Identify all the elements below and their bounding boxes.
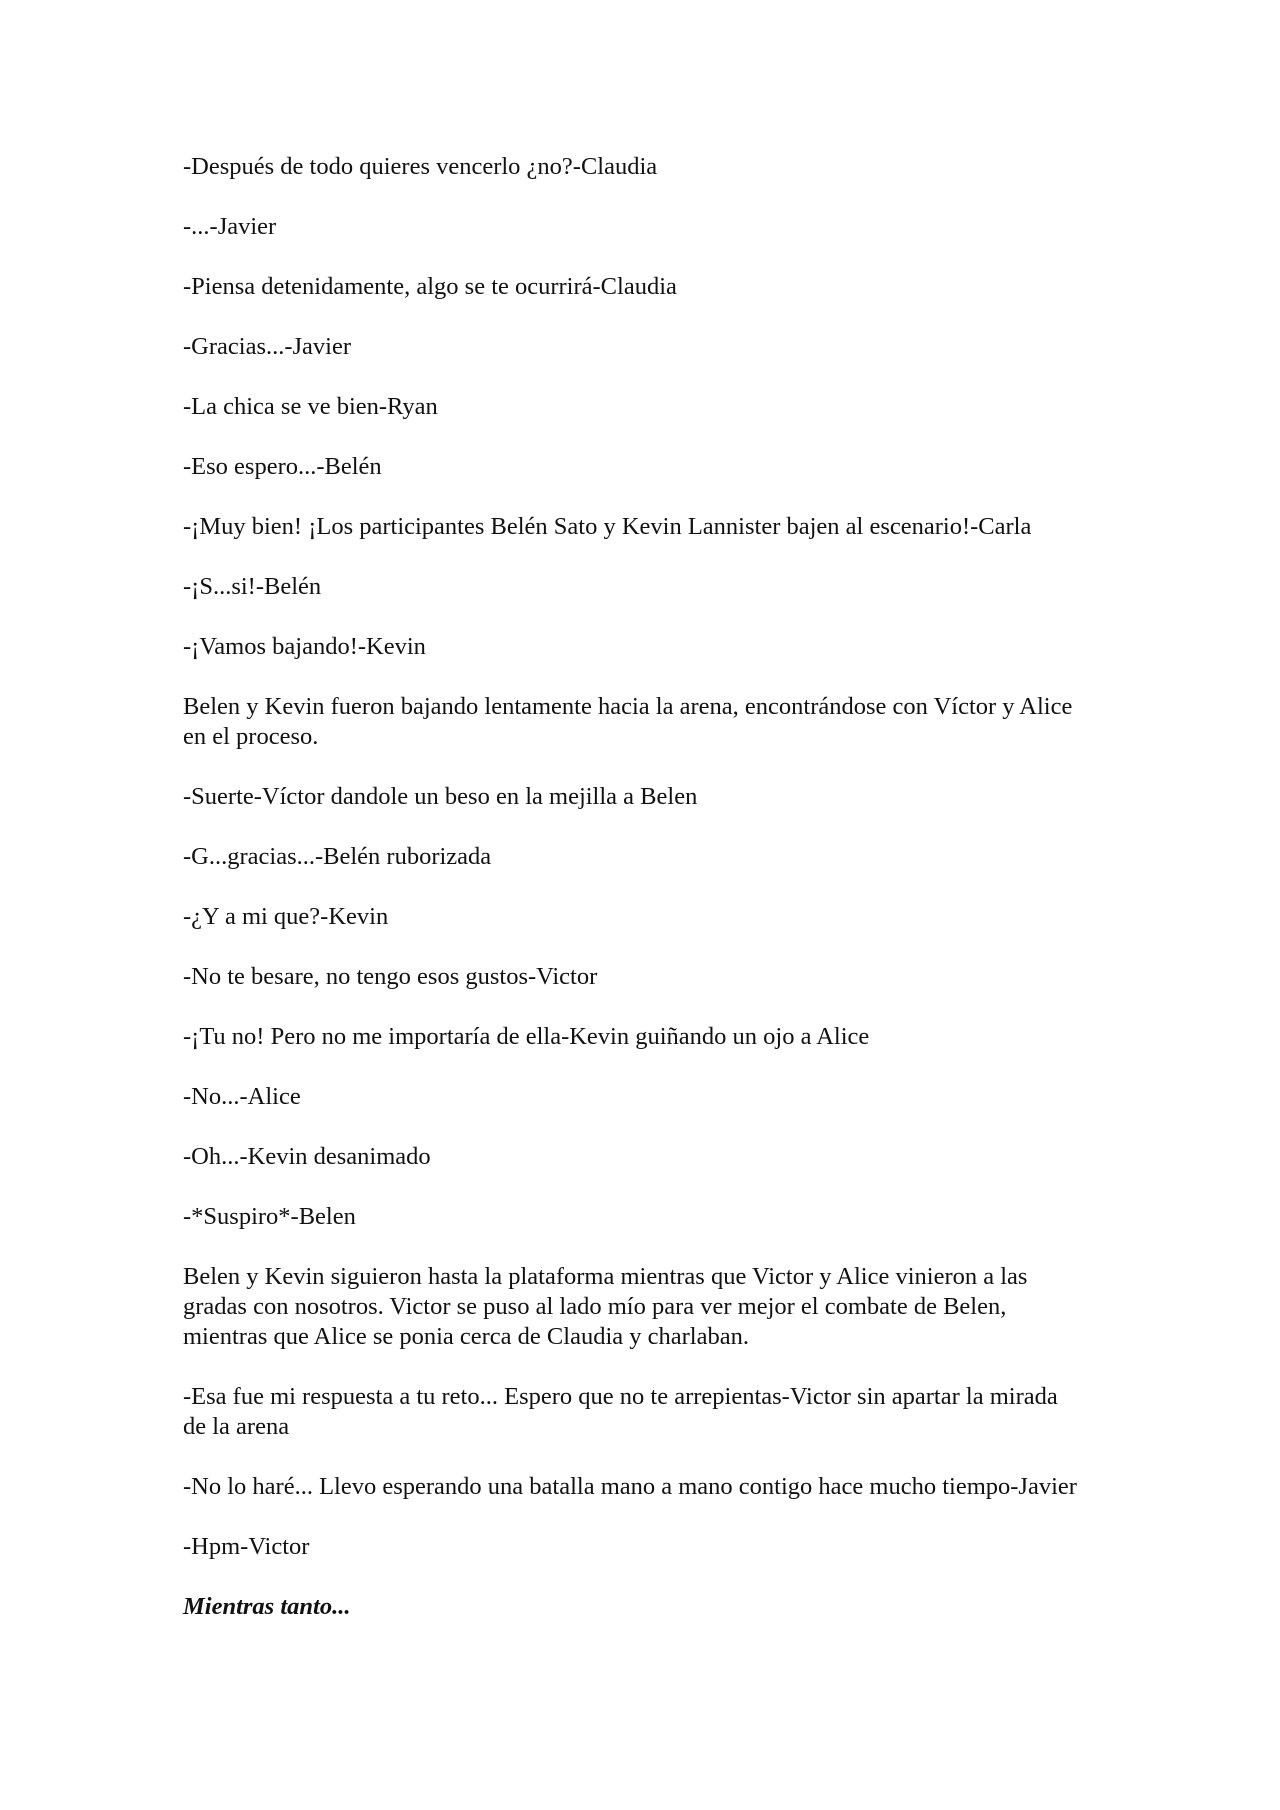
dialogue-line: -Oh...-Kevin desanimado bbox=[183, 1143, 431, 1170]
dialogue-line: -No lo haré... Llevo esperando una batalla mano a mano contigo hace mucho tiempo-Javier bbox=[183, 1473, 1077, 1500]
document-body bbox=[183, 152, 1083, 1652]
dialogue-line: -Esa fue mi respuesta a tu reto... Espero que no te arrepientas-Victor sin apartar la mirada de la arena bbox=[183, 1383, 1058, 1440]
dialogue-line: -¡Muy bien! ¡Los participantes Belén Sato y Kevin Lannister bajen al escenario!-Carla bbox=[183, 513, 1032, 540]
dialogue-line: -*Suspiro*-Belen bbox=[183, 1203, 356, 1230]
dialogue-line: -Hpm-Victor bbox=[183, 1533, 310, 1560]
dialogue-line: -¡Vamos bajando!-Kevin bbox=[183, 633, 426, 660]
dialogue-line: -¿Y a mi que?-Kevin bbox=[183, 903, 389, 930]
dialogue-line: -No te besare, no tengo esos gustos-Victor bbox=[183, 963, 598, 990]
dialogue-line: -Gracias...-Javier bbox=[183, 333, 352, 360]
narration-paragraph: Belen y Kevin fueron bajando lentamente hacia la arena, encontrándose con Víctor y Alice en el proceso. bbox=[183, 693, 1073, 750]
dialogue-line: -Eso espero...-Belén bbox=[183, 453, 382, 480]
dialogue-line: -Piensa detenidamente, algo se te ocurrirá-Claudia bbox=[183, 273, 677, 300]
dialogue-line: -...-Javier bbox=[183, 213, 277, 240]
dialogue-line: -¡S...si!-Belén bbox=[183, 573, 322, 600]
dialogue-line: -La chica se ve bien-Ryan bbox=[183, 393, 438, 420]
dialogue-line: -No...-Alice bbox=[183, 1083, 301, 1110]
dialogue-line: -¡Tu no! Pero no me importaría de ella-Kevin guiñando un ojo a Alice bbox=[183, 1023, 870, 1050]
dialogue-line: -Suerte-Víctor dandole un beso en la mejilla a Belen bbox=[183, 783, 698, 810]
narration-paragraph: Belen y Kevin siguieron hasta la plataforma mientras que Victor y Alice vinieron a las gradas con nosotros. Victor se puso al lado mío para ver mejor el combate de Belen, mientras que Alice se ponia cerca de Claudia y charlaban. bbox=[183, 1263, 1028, 1350]
dialogue-line: -G...gracias...-Belén ruborizada bbox=[183, 843, 492, 870]
scene-transition: Mientras tanto... bbox=[183, 1593, 351, 1620]
dialogue-line: -Después de todo quieres vencerlo ¿no?-Claudia bbox=[183, 153, 658, 180]
